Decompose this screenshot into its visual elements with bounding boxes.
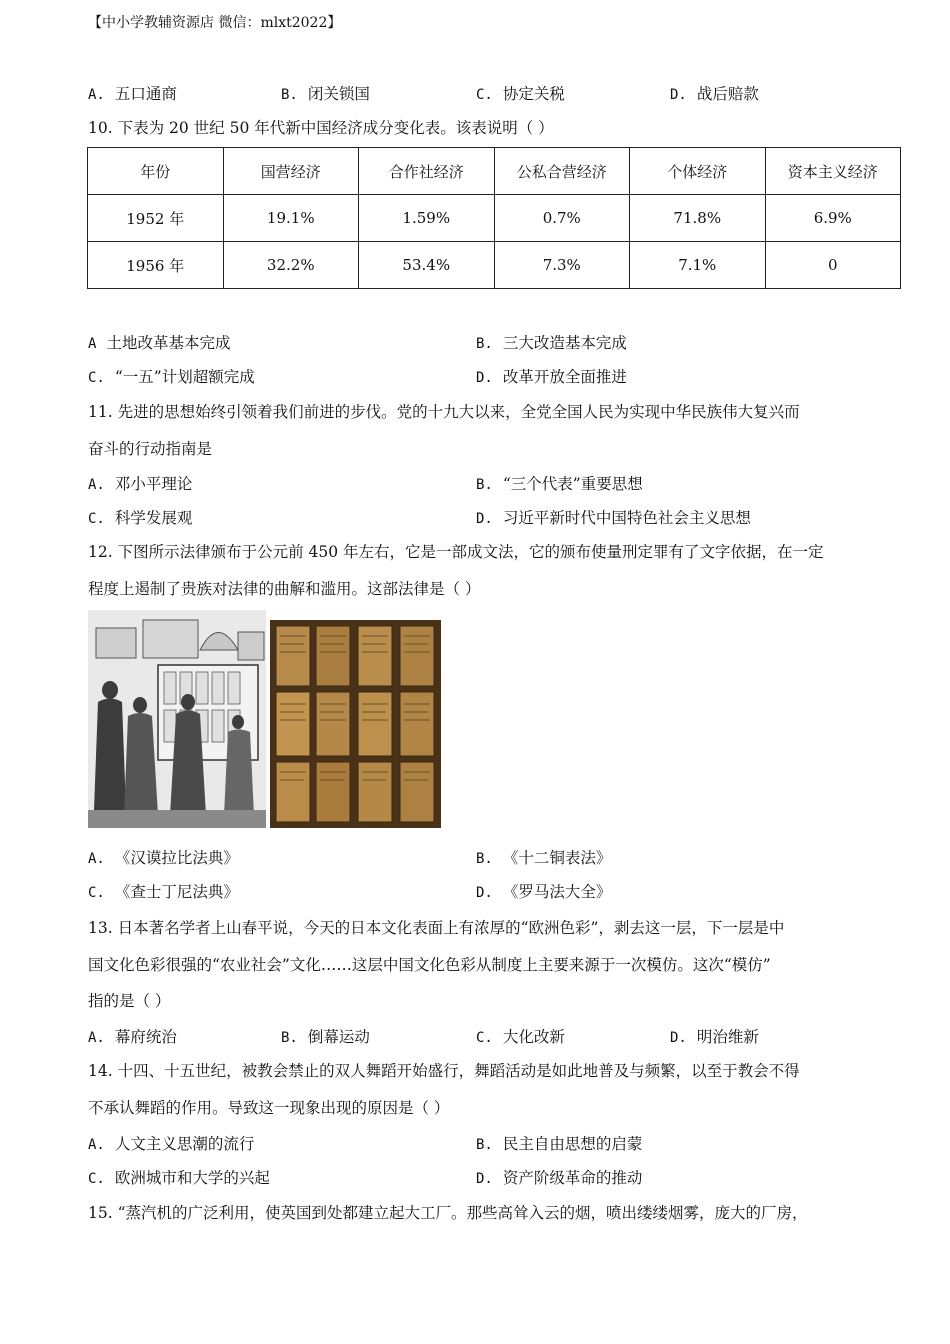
q12-option-c[interactable]	[88, 880, 239, 902]
q14-stem-line1: 14. 十四、十五世纪，被教会禁止的双人舞蹈开始盛行，舞蹈活动是如此地普及与频繁，以至于教会不得	[88, 1062, 800, 1080]
option-text: 资产阶级革命的推动	[502, 1169, 643, 1187]
q9-option-d[interactable]	[670, 82, 759, 104]
q11-option-d[interactable]	[476, 506, 751, 528]
q14-option-d[interactable]	[476, 1166, 642, 1188]
option-label: B.	[281, 1030, 298, 1046]
q14-stem-line2: 不承认舞蹈的作用。导致这一现象出现的原因是（ ）	[88, 1099, 450, 1117]
option-text: 《十二铜表法》	[502, 849, 612, 867]
q10-option-b[interactable]	[476, 331, 627, 353]
option-label: A	[88, 336, 97, 352]
option-text: 协定关税	[502, 85, 565, 103]
q9-option-c[interactable]	[476, 82, 565, 104]
option-text: 倒幕运动	[307, 1028, 370, 1046]
option-text: 闭关锁国	[307, 85, 370, 103]
q12-option-d[interactable]	[476, 880, 611, 902]
option-label: A.	[88, 851, 105, 867]
table-cell: 1956 年	[88, 242, 224, 289]
table-cell: 6.9%	[765, 195, 901, 242]
q14-option-b[interactable]	[476, 1132, 642, 1154]
header-watermark: 【中小学教辅资源店 微信：mlxt2022】	[88, 15, 342, 31]
q13-stem-line1: 13. 日本著名学者上山春平说，今天的日本文化表面上有浓厚的“欧洲色彩”，剥去这一层，下一层是中	[88, 919, 785, 937]
table-cell: 1.59%	[359, 195, 495, 242]
option-label: C.	[476, 87, 493, 103]
option-text: 大化改新	[502, 1028, 565, 1046]
option-text: 邓小平理论	[114, 475, 193, 493]
q10-stem: 10. 下表为 20 世纪 50 年代新中国经济成分变化表。该表说明（ ）	[88, 119, 554, 137]
q11-option-c[interactable]	[88, 506, 192, 528]
option-label: D.	[476, 511, 493, 527]
option-label: B.	[476, 477, 493, 493]
option-label: A.	[88, 477, 105, 493]
q13-option-a[interactable]	[88, 1025, 177, 1047]
option-text: “一五”计划超额完成	[114, 368, 255, 386]
q11-option-b[interactable]	[476, 472, 643, 494]
q13-option-c[interactable]	[476, 1025, 565, 1047]
table-row	[88, 242, 901, 289]
option-label: C.	[88, 370, 105, 386]
table-cell: 0.7%	[494, 195, 630, 242]
option-text: 习近平新时代中国特色社会主义思想	[502, 509, 751, 527]
table-header-cell: 个体经济	[630, 148, 766, 195]
option-text: 明治维新	[696, 1028, 759, 1046]
option-text: 民主自由思想的启蒙	[502, 1135, 643, 1153]
option-label: C.	[476, 1030, 493, 1046]
option-label: C.	[88, 1171, 105, 1187]
option-label: D.	[476, 1171, 493, 1187]
q13-stem-line2: 国文化色彩很强的“农业社会”文化……这层中国文化色彩从制度上主要来源于一次模仿。这次“模仿”	[88, 956, 771, 974]
q13-option-b[interactable]	[281, 1025, 370, 1047]
table-cell: 7.3%	[494, 242, 630, 289]
table-header-cell: 公私合营经济	[494, 148, 630, 195]
table-header-cell: 国营经济	[223, 148, 359, 195]
option-label: A.	[88, 1137, 105, 1153]
q12-option-b[interactable]	[476, 846, 611, 868]
option-text: 科学发展观	[114, 509, 193, 527]
table-header-cell: 合作社经济	[359, 148, 495, 195]
option-text: 幕府统治	[114, 1028, 177, 1046]
option-text: 战后赔款	[696, 85, 759, 103]
table-cell: 0	[765, 242, 901, 289]
table-cell: 7.1%	[630, 242, 766, 289]
table-cell: 19.1%	[223, 195, 359, 242]
q9-option-a[interactable]	[88, 82, 177, 104]
option-text: 人文主义思潮的流行	[114, 1135, 255, 1153]
q15-stem-line1: 15. “蒸汽机的广泛利用，使英国到处都建立起大工厂。那些高耸入云的烟，喷出缕缕烟雾，庞大的厂房，	[88, 1204, 808, 1222]
option-text: 《汉谟拉比法典》	[114, 849, 239, 867]
table-cell: 71.8%	[630, 195, 766, 242]
economy-table	[87, 147, 901, 289]
q11-option-a[interactable]	[88, 472, 192, 494]
option-label: B.	[476, 1137, 493, 1153]
q13-stem-line3: 指的是（ ）	[88, 992, 171, 1010]
option-text: 《查士丁尼法典》	[114, 883, 239, 901]
option-label: D.	[670, 87, 687, 103]
q9-option-b[interactable]	[281, 82, 370, 104]
table-header-cell: 资本主义经济	[765, 148, 901, 195]
option-label: B.	[476, 851, 493, 867]
option-label: B.	[476, 336, 493, 352]
option-label: D.	[476, 370, 493, 386]
q10-option-a[interactable]	[88, 331, 230, 353]
option-text: 《罗马法大全》	[502, 883, 612, 901]
q10-option-c[interactable]	[88, 365, 255, 387]
bronze-tablets-image	[270, 620, 441, 828]
table-cell: 32.2%	[223, 242, 359, 289]
q12-stem-line1: 12. 下图所示法律颁布于公元前 450 年左右，它是一部成文法，它的颁布使量刑定罪有了文字依据，在一定	[88, 543, 824, 561]
option-text: 三大改造基本完成	[502, 334, 627, 352]
law-tablets-figure	[88, 610, 441, 828]
option-label: D.	[476, 885, 493, 901]
q14-option-c[interactable]	[88, 1166, 270, 1188]
option-label: A.	[88, 1030, 105, 1046]
option-text: “三个代表”重要思想	[502, 475, 643, 493]
engraving-image	[88, 610, 266, 828]
option-label: C.	[88, 511, 105, 527]
q12-stem-line2: 程度上遏制了贵族对法律的曲解和滥用。这部法律是（ ）	[88, 580, 481, 598]
option-label: D.	[670, 1030, 687, 1046]
option-label: C.	[88, 885, 105, 901]
table-cell: 1952 年	[88, 195, 224, 242]
table-row	[88, 195, 901, 242]
option-text: 改革开放全面推进	[502, 368, 627, 386]
table-header-row	[88, 148, 901, 195]
q13-option-d[interactable]	[670, 1025, 759, 1047]
q11-stem-line1: 11. 先进的思想始终引领着我们前进的步伐。党的十九大以来，全党全国人民为实现中华民族伟大复兴而	[88, 403, 800, 421]
q14-option-a[interactable]	[88, 1132, 254, 1154]
option-text: 欧洲城市和大学的兴起	[114, 1169, 270, 1187]
option-text: 五口通商	[114, 85, 177, 103]
q12-option-a[interactable]	[88, 846, 239, 868]
option-text: 土地改革基本完成	[106, 334, 231, 352]
q11-stem-line2: 奋斗的行动指南是	[88, 440, 213, 458]
q10-option-d[interactable]	[476, 365, 627, 387]
option-label: A.	[88, 87, 105, 103]
table-header-cell: 年份	[88, 148, 224, 195]
option-label: B.	[281, 87, 298, 103]
table-cell: 53.4%	[359, 242, 495, 289]
